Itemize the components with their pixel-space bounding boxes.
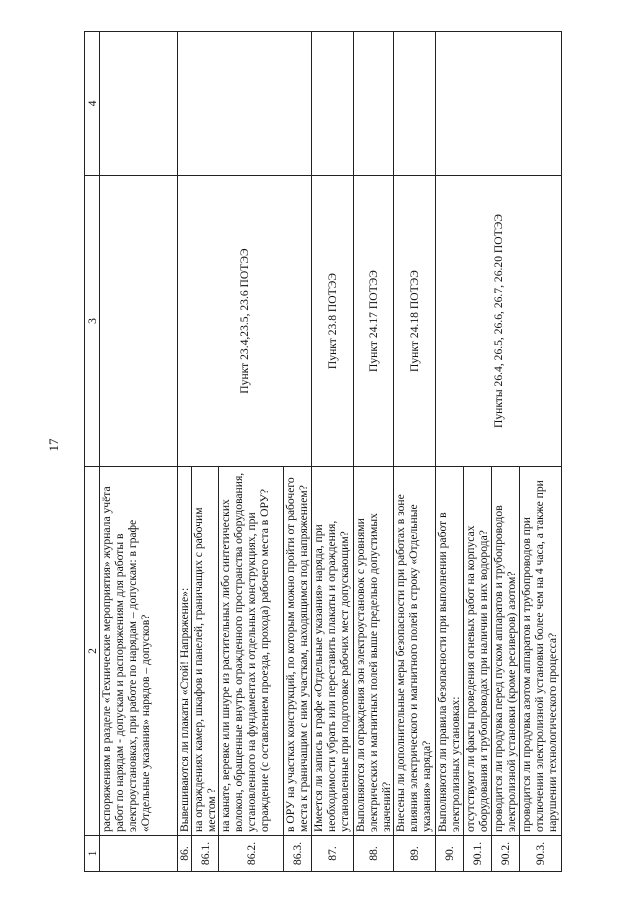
rotated-table-container [84, 32, 569, 872]
row-number: 88. [354, 836, 394, 872]
page-number: 17 [46, 438, 61, 452]
row-text: Выполняются ли ограждения зон электроустановок с уровнями электрических и магнитных полей выше предельно допустимых значений? [354, 467, 394, 836]
table-row [436, 32, 464, 872]
table-row [100, 32, 178, 872]
table-header-row [85, 32, 100, 872]
row-text: проводится ли продувка азотом аппаратов и трубопроводов при отключении электролизной установки более чем на 4 часа, а также при нарушении технологического процесса? [520, 467, 562, 836]
row-text: Выполняются ли правила безопасности при выполнении работ в электролизных установках: [436, 467, 464, 836]
row-number: 86.3. [284, 836, 312, 872]
row-number: 90. [436, 836, 464, 872]
row-text: отсутствуют ли факты проведения огневых работ на корпусах оборудования и трубопроводах при наличии в них водорода? [464, 467, 492, 836]
row-reference: Пункт 23.8 ПОТЭЭ [312, 176, 354, 467]
row-reference: Пункт 24.18 ПОТЭЭ [394, 176, 436, 467]
row-text: на канате, веревке или шнуре из растительных либо синтетических волокон, обращенные внутрь огражденного пространства оборудования, установленного на фундаментах и отдельных конструкциях, при ограждение (с оставлением проезда, прохода) рабочего места в ОРУ? [219, 467, 284, 836]
row-reference: Пункты 26.4, 26.5, 26.6, 26.7, 26.20 ПОТЭЭ [436, 176, 562, 467]
row-text: распоряжениям в разделе «Технические мероприятия» журнала учёта работ по нарядам - допускам и распоряжениям для работы в электроустановках, при работе по нарядам – допускам: в графе «Отдельные указания» нарядов – допусков? [100, 467, 178, 836]
row-number: 86.1. [192, 836, 219, 872]
table-row [312, 32, 354, 872]
row-number: 89. [394, 836, 436, 872]
row-extra [436, 32, 562, 176]
row-text: на ограждениях камер, шкафов и панелей, граничащих с рабочим местом ? [192, 467, 219, 836]
row-text: в ОРУ на участках конструкций, по которым можно пройти от рабочего места к граничащим с ним участкам, находящимся под напряжением? [284, 467, 312, 836]
header-cell-3: 3 [85, 176, 100, 467]
table-row [178, 32, 192, 872]
header-cell-2: 2 [85, 467, 100, 836]
row-text: Имеется ли запись в графе «Отдельные указания» наряда, при необходимости убрать или переставить плакаты и ограждения, установленные при подготовке рабочих мест допускающим? [312, 467, 354, 836]
row-text: проводится ли продувка перед пуском аппаратов и трубопроводов электролизной установки (кроме ресиверов) азотом? [492, 467, 520, 836]
table-row [354, 32, 394, 872]
row-text: Внесены ли дополнительные меры безопасности при работах в зоне влияния электрического и магнитного полей в строку «Отдельные указания» наряда? [394, 467, 436, 836]
row-extra [100, 32, 178, 176]
row-number: 86. [178, 836, 192, 872]
row-extra [178, 32, 312, 176]
row-number: 90.3. [520, 836, 562, 872]
row-number: 86.2. [219, 836, 284, 872]
row-extra [354, 32, 394, 176]
header-cell-1: 1 [85, 836, 100, 872]
row-extra [312, 32, 354, 176]
row-number: 90.1. [464, 836, 492, 872]
header-cell-4: 4 [85, 32, 100, 176]
inspection-table [84, 31, 562, 872]
row-text: Вывешиваются ли плакаты «Стой! Напряжение»: [178, 467, 192, 836]
row-extra [394, 32, 436, 176]
row-number: 90.2. [492, 836, 520, 872]
row-number: 87. [312, 836, 354, 872]
table-row [394, 32, 436, 872]
row-reference: Пункт 24.17 ПОТЭЭ [354, 176, 394, 467]
row-reference: Пункт 23.4,23.5, 23.6 ПОТЭЭ [178, 176, 312, 467]
row-reference [100, 176, 178, 467]
row-number [100, 836, 178, 872]
